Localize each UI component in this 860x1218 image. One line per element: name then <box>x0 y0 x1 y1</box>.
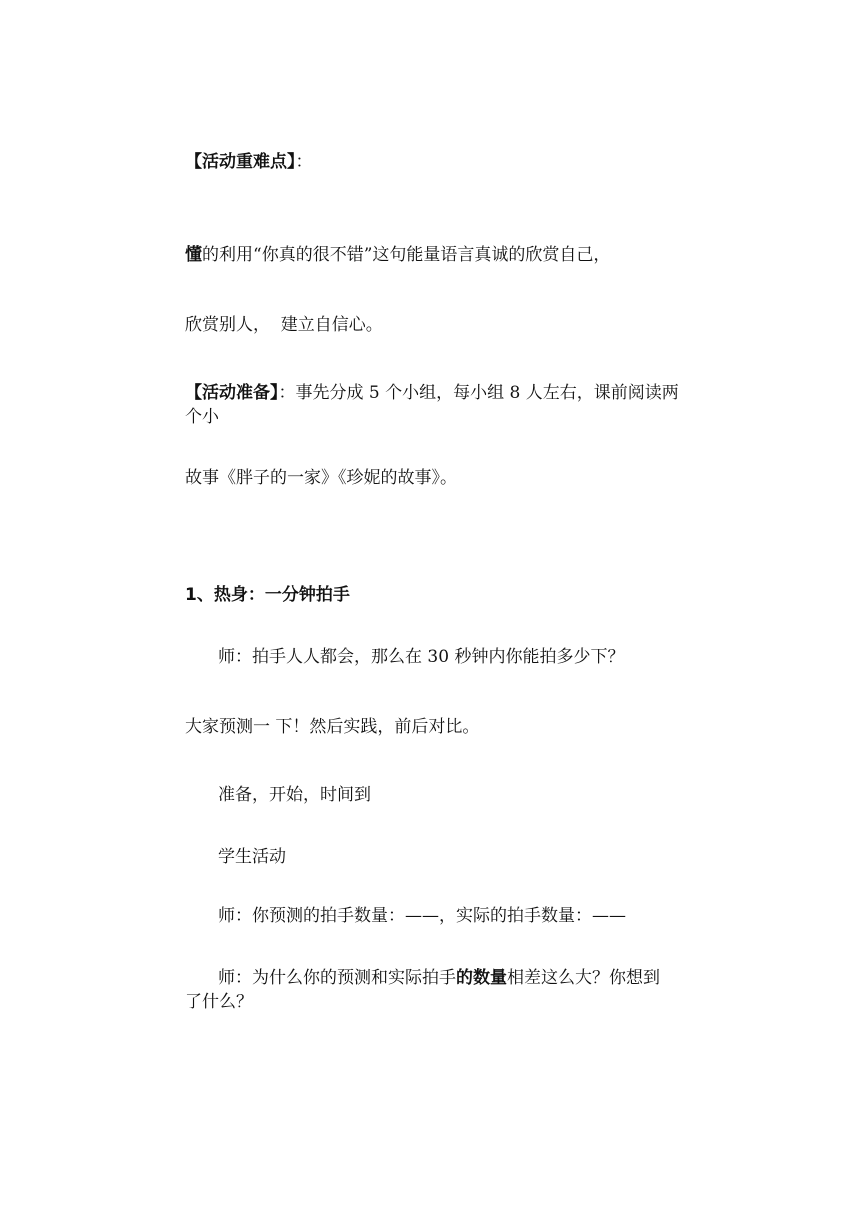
section-1-paragraph-2: 准备，开始，时间到 <box>218 785 371 805</box>
preparation-heading: 【活动准备】 <box>185 383 279 403</box>
key-points-line-1-text: 的利用“你真的很不错”这句能量语言真诚的欣赏自己， <box>202 245 611 265</box>
section-1-paragraph-4: 师：你预测的拍手数量：——，实际的拍手数量：—— <box>218 906 626 926</box>
preparation-text: ：事先分成 5 个小组，每小组 8 人左右，课前阅读两个小 <box>185 383 679 427</box>
section-1-paragraph-1-cont: 大家预测一 下！然后实践，前后对比。 <box>185 717 480 737</box>
section-1-paragraph-5 <box>185 966 675 1014</box>
section-1-paragraph-5-post: 相差这么大？你想到了什么？ <box>185 968 660 1012</box>
section-1-paragraph-5-pre: 师：为什么你的预测和实际拍手 <box>218 968 456 988</box>
key-points-heading-line <box>185 150 313 174</box>
key-points-line-2: 欣赏别人， 建立自信心。 <box>185 315 383 335</box>
preparation-paragraph <box>185 381 685 429</box>
key-points-line-1 <box>185 243 610 267</box>
section-1-paragraph-1: 师：拍手人人都会，那么在 30 秒钟内你能拍多少下？ <box>218 647 625 667</box>
section-1-heading: 1、热身：一分钟拍手 <box>185 585 350 605</box>
section-1-paragraph-5-bold: 的数量 <box>456 968 507 988</box>
section-1-paragraph-3: 学生活动 <box>218 847 286 867</box>
key-points-line-1-bold: 懂 <box>185 245 202 265</box>
key-points-heading-colon: ： <box>295 152 313 172</box>
key-points-heading: 【活动重难点】 <box>185 152 296 172</box>
preparation-line-2: 故事《胖子的一家》《珍妮的故事》。 <box>185 468 457 488</box>
